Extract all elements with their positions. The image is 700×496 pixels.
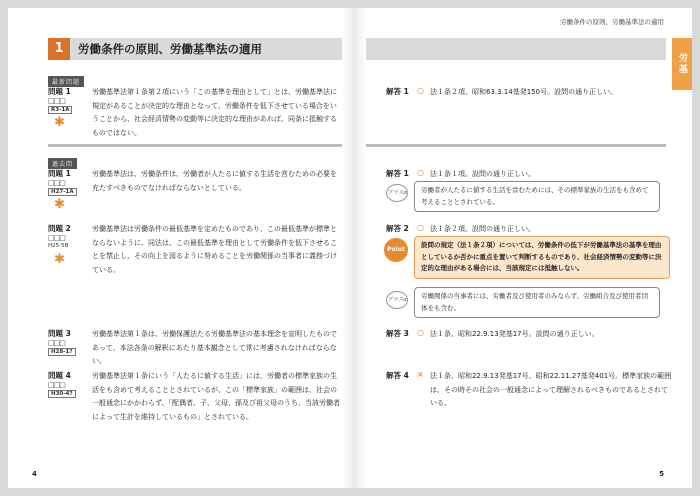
question-text: 労働基準法第１条第２項にいう「この基準を理由として」とは、労働基準法に規定があることが決定的な理由となって、労働条件を低下させている場合をいうことから、社会経済情勢の変動等に決定的な理由があれば、同条に抵触するものではない。	[92, 88, 337, 137]
answer-label: 解答 3	[386, 329, 409, 338]
left-page	[8, 8, 342, 488]
page-number-right: 5	[659, 470, 664, 478]
star-icon: ✱	[54, 252, 65, 267]
question-label: 問題 3	[48, 329, 71, 338]
checkbox-row[interactable]: □□□	[48, 97, 65, 105]
question-text: 労働基準法は労働条件の最低基準を定めたものであり、この最低基準が標準とならないように、同法は、この最低基準を理由として労働条件を低下させることを禁止し、その向上を図るように努めることを労働関係の当事者に義務づけている。	[92, 225, 337, 274]
question-label: 問題 2	[48, 224, 71, 233]
section-divider	[366, 144, 666, 147]
checkbox-row[interactable]: □□□	[48, 179, 65, 187]
section-divider	[48, 144, 342, 147]
question-text: 労働基準法は、労働条件は、労働者が人たるに値する生活を営むための必要を充たすべきものでなければならないとしている。	[92, 170, 337, 192]
question-label: 問題 1	[48, 87, 71, 96]
book-spread	[8, 8, 692, 488]
exam-code: H30-4?	[48, 390, 76, 398]
plus-alpha-note: 労働関係の当事者には、労働者及び使用者のみならず、労働組合及び使用者団体をも含む。	[414, 287, 660, 318]
answer-mark: ○	[417, 328, 424, 337]
book-gutter	[342, 8, 366, 488]
answer-mark: ○	[417, 86, 424, 95]
answer-text: 法１条１項。設問の通り正しい。	[430, 170, 535, 178]
exam-code: H25-5B	[48, 243, 69, 249]
answer-label: 解答 4	[386, 371, 409, 380]
answer-text: 法１条２項。設問の通り正しい。	[430, 225, 535, 233]
answer-text: 法１条、昭和22.9.13発基17号、昭和22.11.27基発401号。標準家族の範囲は、その時その社会の一般通念によって理解されるべきものであるとされている。	[430, 372, 672, 407]
answer-label: 解答 1	[386, 169, 409, 178]
question-label: 問題 1	[48, 169, 71, 178]
plus-alpha-note: 労働者が人たるに値する生活を営むためには、その標準家族の生活をも含めて考えることとされている。	[414, 181, 660, 212]
chapter-header-extension	[366, 38, 666, 60]
question-text: 労働基準法第１条にいう「人たるに値する生活」には、労働者の標準家族の生活をも含めて考えることとされているが、この「標準家族」の範囲は、社会の一般通念にかかわらず、「配偶者、子、父母、孫及び祖父母のうち、当該労働者によって生計を維持しているもの」とされている。	[92, 372, 340, 421]
checkbox-row[interactable]: □□□	[48, 381, 65, 389]
question-text: 労働基準法第１条は、労働保護法たる労働基準法の基本理念を宣明したものであって、本法各条の解釈にあたり基本観念として常に考慮されなければならない。	[92, 330, 337, 365]
exam-code: H27-1A	[48, 188, 77, 196]
exam-code: R3-1A	[48, 106, 72, 114]
answer-mark: ×	[417, 370, 424, 379]
answer-label: 解答 2	[386, 224, 409, 233]
point-note: 設問の規定（法１条２項）については、労働条件の低下が労働基準法の基準を理由としているか否かに重点を置いて判断するものであり、社会経済情勢の変動等に決定的な理由がある場合には、当該規定には抵触しない。	[414, 236, 670, 279]
checkbox-row[interactable]: □□□	[48, 234, 65, 242]
chapter-title: 労働条件の原則、労働基準法の適用	[78, 42, 262, 56]
plus-alpha-icon: プラスα	[386, 184, 408, 202]
star-icon: ✱	[54, 115, 65, 130]
checkbox-row[interactable]: □□□	[48, 339, 65, 347]
answer-mark: ○	[417, 223, 424, 232]
answer-text: 法１条２項、昭和63.3.14基発150号。設問の通り正しい。	[430, 88, 618, 96]
answer-label: 解答 1	[386, 87, 409, 96]
point-icon: Point	[384, 238, 408, 262]
page-number-left: 4	[32, 470, 37, 478]
question-label: 問題 4	[48, 371, 71, 380]
section-label-latest: 最新問題	[48, 76, 84, 87]
answer-text: 法１条、昭和22.9.13発基17号。設問の通り正しい。	[430, 330, 599, 338]
running-head: 労働条件の原則、労働基準法の適用	[560, 18, 664, 26]
section-label-past: 過去問	[48, 158, 77, 169]
chapter-number: 1	[48, 38, 70, 60]
exam-code: H28-1?	[48, 348, 76, 356]
side-tab[interactable]: 労基	[672, 38, 692, 90]
answer-mark: ○	[417, 168, 424, 177]
star-icon: ✱	[54, 197, 65, 212]
plus-alpha-icon: プラスα	[386, 291, 408, 309]
right-page	[366, 8, 692, 488]
chapter-header	[48, 38, 342, 60]
